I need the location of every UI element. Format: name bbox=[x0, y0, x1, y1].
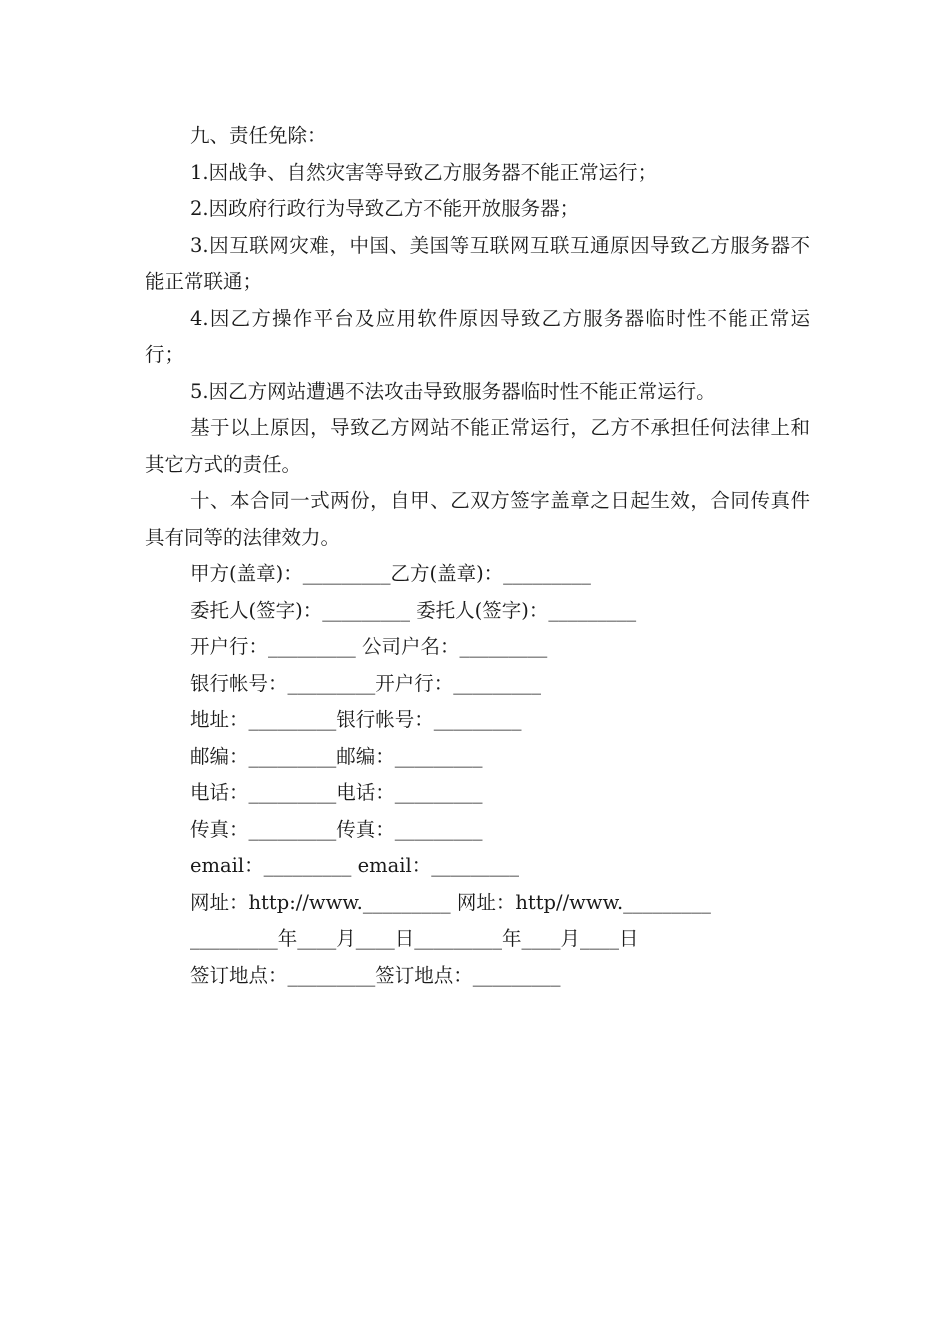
section-9-heading: 九、责任免除： bbox=[190, 124, 327, 147]
document-body bbox=[145, 118, 810, 994]
signature-line-email: email：_________ email：_________ bbox=[190, 854, 519, 877]
signature-line-date: _________年____月____日_________年____月____日 bbox=[190, 927, 639, 950]
signature-line-fax: 传真：_________传真：_________ bbox=[190, 817, 483, 841]
signature-line-postcode: 邮编：_________邮编：_________ bbox=[190, 744, 483, 768]
section-10-text: 十、本合同一式两份，自甲、乙双方签字盖章之日起生效，合同传真件具有同等的法律效力。 bbox=[145, 489, 810, 549]
section-9-conclusion: 基于以上原因，导致乙方网站不能正常运行，乙方不承担任何法律上和其它方式的责任。 bbox=[145, 416, 810, 476]
signature-line-bank-account-name: 开户行：_________ 公司户名：_________ bbox=[190, 635, 548, 658]
section-9-item-1: 1.因战争、自然灾害等导致乙方服务器不能正常运行； bbox=[190, 160, 658, 184]
signature-line-website: 网址：http://www._________ 网址：http//www._________ bbox=[190, 890, 711, 914]
section-9-item-4: 4.因乙方操作平台及应用软件原因导致乙方服务器临时性不能正常运行； bbox=[145, 306, 810, 366]
signature-line-phone: 电话：_________电话：_________ bbox=[190, 781, 483, 804]
signature-line-seal: 甲方(盖章)：_________乙方(盖章)：_________ bbox=[190, 562, 591, 585]
section-9-item-3: 3.因互联网灾难，中国、美国等互联网互联互通原因导致乙方服务器不能正常联通； bbox=[145, 233, 810, 293]
section-9-item-2: 2.因政府行政行为导致乙方不能开放服务器； bbox=[190, 197, 580, 220]
signature-line-place: 签订地点：_________签订地点：_________ bbox=[190, 963, 561, 987]
signature-line-address: 地址：_________银行帐号：_________ bbox=[190, 708, 522, 731]
signature-line-agent: 委托人(签字)：_________ 委托人(签字)：_________ bbox=[190, 598, 637, 622]
signature-line-bank-number: 银行帐号：_________开户行：_________ bbox=[190, 671, 542, 695]
section-9-item-5: 5.因乙方网站遭遇不法攻击导致服务器临时性不能正常运行。 bbox=[190, 379, 716, 403]
